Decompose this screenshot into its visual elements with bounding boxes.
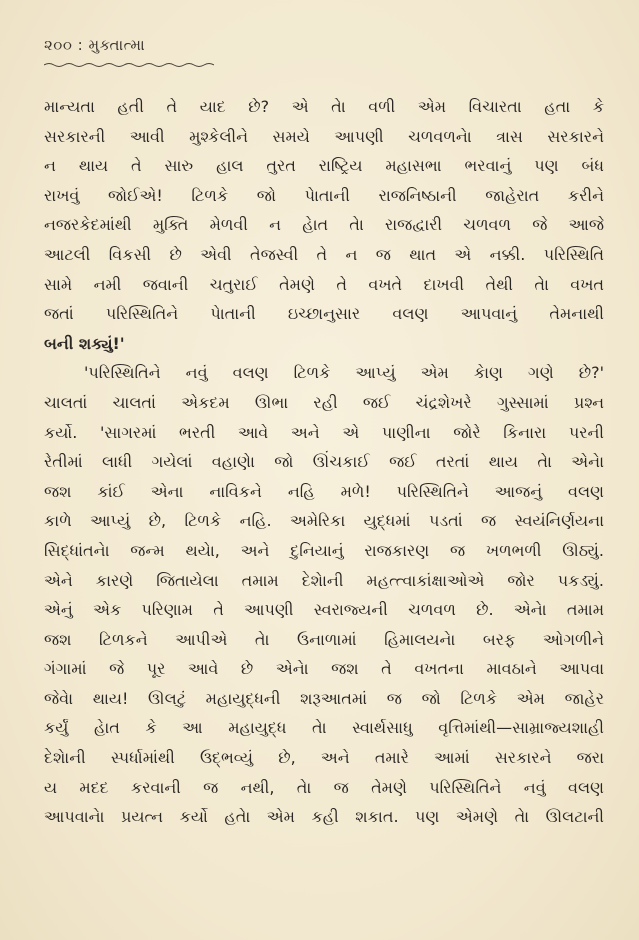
text-line: સરકારની આવી મુશ્કેલીને સમયે આપણી ચળવળનેા ત્રાસ સરકારને xyxy=(44,126,604,146)
text-line: રેતીમાં લાધી ગયેલાં વહાણેા જો ઊંચકાઈ જઈ તરતાં થાય તેા એનેા xyxy=(44,452,604,472)
text-line: જેવેા થાય! ઊલટું મહાયુદ્ધની શરૂઆતમાં જ જો ટિળકે એમ જાહેર xyxy=(44,688,604,708)
text-line: જતાં પરિસ્થિતિને પેાતાની ઇચ્છાનુસાર વલણ આપવાનું તેમનાથી xyxy=(44,304,604,324)
text-line: દેશેાની સ્પર્ધામાંથી ઉદ્ભવ્યું છે, અને તમારે આમાં સરકારને જરા xyxy=(44,748,604,768)
text-line: રાખવું જોઈએ! ટિળકે જો પેાતાની રાજનિષ્ઠાની જાહેરાત કરીને xyxy=(44,185,604,205)
text-line: માન્યતા હતી તે યાદ છે? એ તેા વળી એમ વિચારતા હતા કે xyxy=(44,97,604,116)
text-line: ન થાય તે સારુ હાલ તુરત રાષ્ટ્રિય મહાસભા ભરવાનું પણ બંધ xyxy=(44,156,604,176)
text-line: કર્યો. 'સાગરમાં ભરતી આવે અને એ પાણીના જોરે કિનારા પરની xyxy=(44,422,604,442)
page-header: ૨૦૦ : મુક્તાત્મા xyxy=(44,36,146,54)
text-line: જશ ટિળકને આપીએ તેા ઉનાળામાં હિમાલયનેા બરફ ઓગળીને xyxy=(44,629,604,649)
text-line: સિદ્ધાંતનેા જન્મ થયેા, અને દુનિયાનું રાજકારણ જ ખળભળી ઊઠ્યું. xyxy=(44,540,604,560)
text-line: એને કારણે જિતાયેલા તમામ દેશેાની મહત્ત્વાકાંક્ષાઓએ જોર પકડ્યું. xyxy=(44,570,604,590)
text-line-last: બની શક્યું!' xyxy=(44,333,125,353)
text-line: આટલી વિકસી છે એવી તેજસ્વી તે ન જ થાત એ નક્કી. પરિસ્થિતિ xyxy=(44,244,604,264)
text-line: જશ કાંઈ એના નાવિકને નહિ મળે! પરિસ્થિતિને આજનું વલણ xyxy=(44,481,604,501)
text-line: સામે નમી જવાની ચતુરાઈ તેમણે તે વખતે દાખવી તેથી તેા વખત xyxy=(44,274,604,294)
text-line: ય મદદ કરવાની જ નથી, તેા જ તેમણે પરિસ્થિતિને નવું વલણ xyxy=(44,777,604,797)
header-wavy-rule xyxy=(44,62,214,68)
paragraph-1 xyxy=(44,92,604,358)
text-line: કર્યું હેાત કે આ મહાયુદ્ધ તેા સ્વાર્થસાધુ વૃત્તિમાંથી—સામ્રાજ્યશાહી xyxy=(44,718,604,738)
paragraph-2 xyxy=(44,358,604,832)
text-line: આપવાનેા પ્રયત્ન કર્યો હતેા એમ કહી શકાત. પણ એમણે તેા ઊલટાની xyxy=(44,807,604,827)
text-line: નજરકેદમાંથી મુક્તિ મેળવી ન હેાત તેા રાજદ્વારી ચળવળ જે આજે xyxy=(44,215,604,235)
text-line: એનું એક પરિણામ તે આપણી સ્વરાજ્યની ચળવળ છે. એનેા તમામ xyxy=(44,600,604,620)
text-line: ગંગામાં જે પૂર આવે છે એનેા જશ તે વખતના માવઠાને આપવા xyxy=(44,659,604,679)
text-line-indented: 'પરિસ્થિતિને નવું વલણ ટિળકે આપ્યું એમ કેાણ ગણે છે?' xyxy=(84,363,604,383)
body-text xyxy=(44,92,604,832)
text-line: કાળે આપ્યું છે, ટિળકે નહિ. અમેરિકા યુદ્ધમાં પડતાં જ સ્વયંનિર્ણયના xyxy=(44,511,604,531)
text-line: ચાલતાં ચાલતાં એકદમ ઊભા રહી જઈ ચંદ્રશેખરે ગુસ્સામાં પ્રશ્ન xyxy=(44,392,604,412)
